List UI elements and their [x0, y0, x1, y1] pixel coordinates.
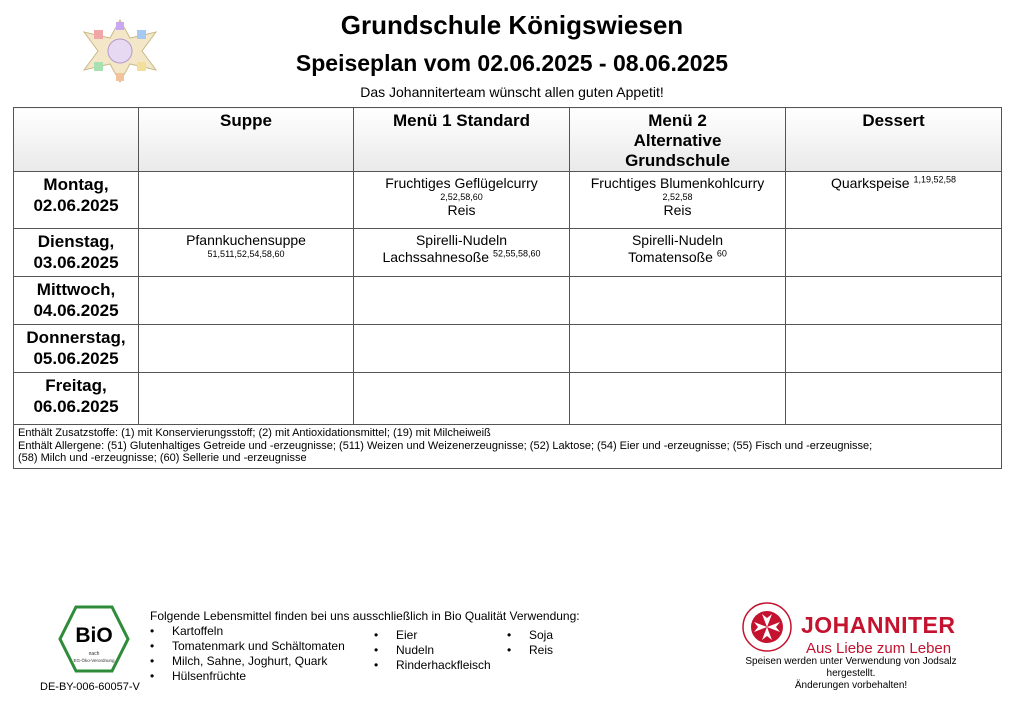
menu-table	[13, 107, 1002, 469]
bio-list-1	[150, 624, 345, 684]
allergen-codes: 52,55,58,60	[492, 248, 541, 259]
day-date: 05.06.2025	[33, 349, 119, 368]
suppe-cell	[139, 277, 354, 325]
dish-name: Pfannkuchensuppe	[186, 232, 306, 248]
note-line: hergestellt.	[826, 668, 876, 679]
list-item: • Tomatenmark und Schältomaten	[150, 639, 345, 654]
dish-name: Quarkspeise	[830, 175, 910, 191]
menu1-cell	[354, 277, 570, 325]
day-cell	[14, 277, 139, 325]
column-header-day	[14, 108, 139, 172]
johanniter-name: JOHANNITER	[801, 612, 956, 638]
table-row	[14, 325, 1002, 373]
day-cell	[14, 373, 139, 425]
day-name: Freitag,	[45, 376, 107, 395]
page-title: Grundschule Königswiesen	[340, 10, 684, 40]
list-item: • Hülsenfrüchte	[150, 669, 345, 684]
legend-cell	[14, 425, 1002, 469]
suppe-cell	[139, 373, 354, 425]
day-date: 06.06.2025	[33, 397, 119, 416]
dessert-cell	[786, 325, 1002, 373]
menu1-cell	[354, 172, 570, 229]
allergen-codes: 60	[716, 248, 727, 259]
menu2-cell	[570, 277, 786, 325]
allergen-codes: 51,511,52,54,58,60	[207, 249, 285, 259]
menu-period: Speiseplan vom 02.06.2025 - 08.06.2025	[295, 50, 729, 76]
bio-list-3	[507, 628, 553, 658]
table-row	[14, 172, 1002, 229]
bio-seal	[58, 605, 130, 673]
dessert-cell	[786, 277, 1002, 325]
suppe-cell	[139, 325, 354, 373]
dessert-cell	[786, 373, 1002, 425]
list-item: • Nudeln	[374, 643, 491, 658]
menu2-cell	[570, 172, 786, 229]
allergen-codes: 2,52,58	[662, 192, 693, 202]
day-cell	[14, 172, 139, 229]
allergens-legend-cont: (58) Milch und -erzeugnisse; (60) Sellerie und -erzeugnisse	[18, 452, 307, 464]
list-item: • Reis	[507, 643, 553, 658]
sauce-name: Tomatensoße	[628, 249, 713, 265]
bio-intro: Folgende Lebensmittel finden bei uns ausschließlich in Bio Qualität Verwendung:	[150, 609, 580, 623]
allergen-codes: 1,19,52,58	[913, 174, 957, 185]
legend-row	[14, 425, 1002, 469]
day-name: Mittwoch,	[36, 280, 116, 299]
note-line: Speisen werden unter Verwendung von Jodsalz	[745, 656, 957, 667]
list-item: • Soja	[507, 628, 553, 643]
allergen-codes: 2,52,58,60	[440, 192, 483, 202]
dish-name: Spirelli-Nudeln	[415, 232, 508, 248]
day-name: Donnerstag,	[26, 328, 126, 347]
day-date: 04.06.2025	[33, 301, 119, 320]
column-header-dessert: Dessert	[786, 108, 1002, 172]
day-cell	[14, 325, 139, 373]
day-date: 03.06.2025	[33, 253, 119, 272]
dessert-cell	[786, 172, 1002, 229]
greeting: Das Johanniterteam wünscht allen guten Appetit!	[360, 84, 664, 100]
side-dish: Reis	[663, 202, 692, 218]
column-header-menu2: Menü 2 Alternative Grundschule	[570, 108, 786, 172]
list-item: • Rinderhackfleisch	[374, 658, 491, 673]
table-row	[14, 229, 1002, 277]
kitchen-note	[738, 656, 964, 692]
johanniter-slogan: Aus Liebe zum Leben	[806, 640, 952, 657]
column-header-suppe: Suppe	[139, 108, 354, 172]
dish-name: Fruchtiges Blumenkohlcurry	[590, 175, 765, 191]
day-cell	[14, 229, 139, 277]
bio-control-code: DE-BY-006-60057-V	[40, 681, 140, 693]
suppe-cell	[139, 172, 354, 229]
menu1-cell	[354, 325, 570, 373]
allergens-legend: Enthält Allergene: (51) Glutenhaltiges Getreide und -erzeugnisse; (511) Weizen und Weizenerzeugnisse; (52) Laktose; (54) Eier und -erzeugnisse; (55) Fisch und -erzeugnisse;	[18, 439, 873, 452]
list-item: • Kartoffeln	[150, 624, 345, 639]
menu2-cell	[570, 229, 786, 277]
additives-legend: Enthält Zusatzstoffe: (1) mit Konservierungsstoff; (2) mit Antioxidationsmittel; (19) mit Milcheiweiß	[18, 427, 491, 439]
johanniter-cross-icon	[742, 602, 792, 652]
day-name: Dienstag,	[37, 232, 115, 251]
side-dish: Reis	[447, 202, 476, 218]
note-line: Änderungen vorbehalten!	[794, 680, 908, 691]
table-row	[14, 277, 1002, 325]
table-header-row	[14, 108, 1002, 172]
day-date: 02.06.2025	[33, 196, 119, 215]
suppe-cell	[139, 229, 354, 277]
day-name: Montag,	[43, 175, 109, 194]
bio-list-2	[374, 628, 491, 673]
svg-text:nach: nach	[88, 651, 100, 657]
list-item: • Milch, Sahne, Joghurt, Quark	[150, 654, 345, 669]
svg-text:EG-Öko-Verordnung: EG-Öko-Verordnung	[73, 658, 115, 663]
list-item: • Eier	[374, 628, 491, 643]
svg-text:BiO: BiO	[75, 624, 113, 647]
table-row	[14, 373, 1002, 425]
menu2-cell	[570, 325, 786, 373]
dish-name: Fruchtiges Geflügelcurry	[385, 175, 538, 191]
dish-name: Spirelli-Nudeln	[631, 232, 724, 248]
dessert-cell	[786, 229, 1002, 277]
menu2-cell	[570, 373, 786, 425]
sauce-name: Lachssahnesoße	[382, 249, 490, 265]
menu1-cell	[354, 229, 570, 277]
menu1-cell	[354, 373, 570, 425]
column-header-menu1: Menü 1 Standard	[354, 108, 570, 172]
